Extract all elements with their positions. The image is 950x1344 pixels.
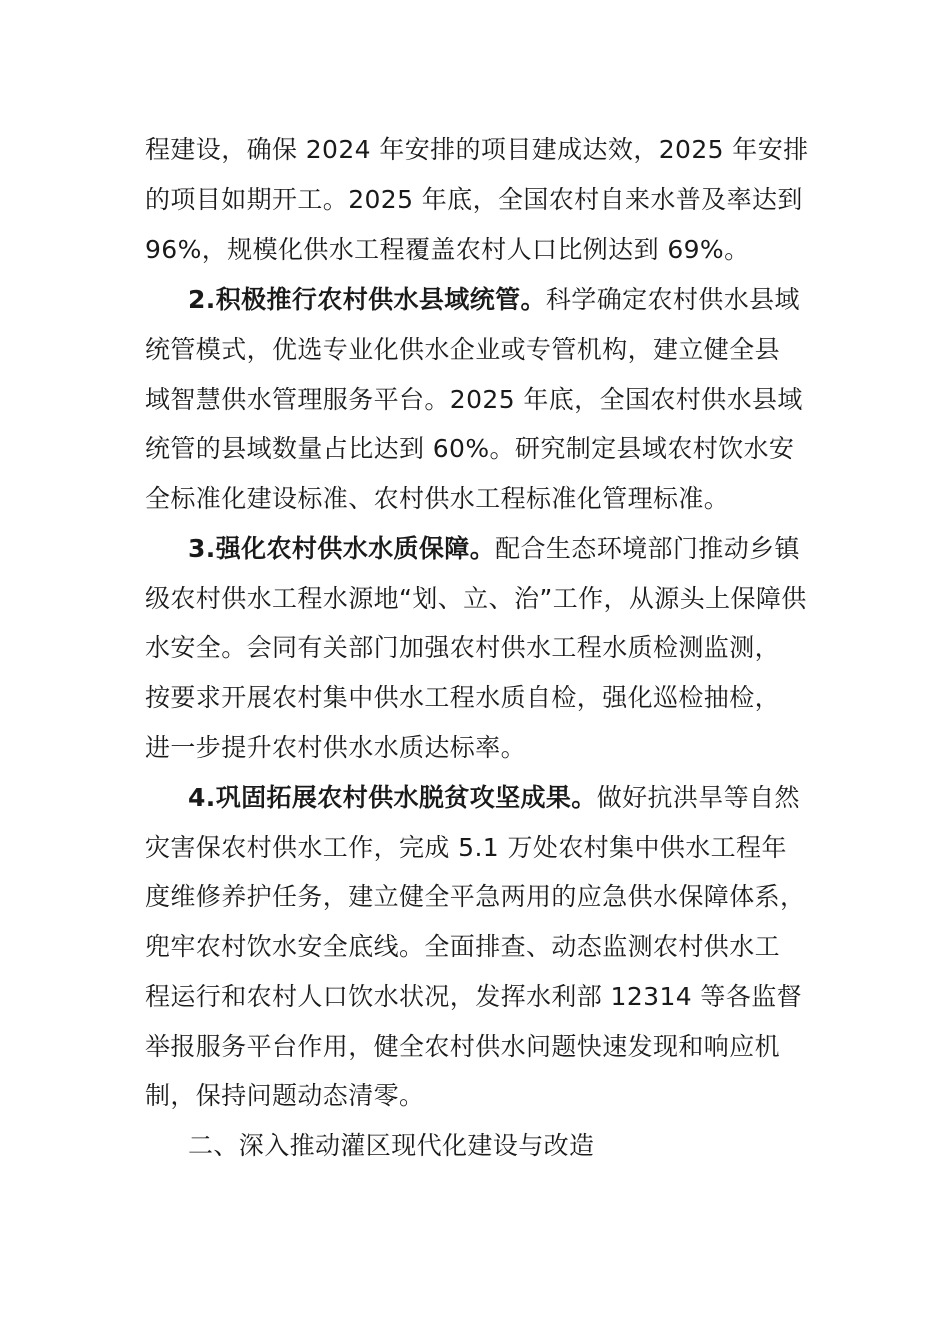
paragraph-2-heading: 2.积极推行农村供水县域统管。 [188, 285, 546, 314]
paragraph-3-line-5: 进一步提升农村供水水质达标率。 [145, 733, 527, 762]
paragraph-4-line-7: 制，保持问题动态清零。 [145, 1081, 425, 1110]
paragraph-4-line-1 [188, 781, 800, 815]
paragraph-2-line-1 [188, 283, 800, 317]
paragraph-1-line-3: 96%，规模化供水工程覆盖农村人口比例达到 69%。 [145, 235, 750, 264]
paragraph-4-line-4: 兜牢农村饮水安全底线。全面排查、动态监测农村供水工 [145, 932, 781, 961]
paragraph-1-line-2: 的项目如期开工。2025 年底，全国农村自来水普及率达到 [145, 185, 803, 214]
paragraph-3-line-1-text: 配合生态环境部门推动乡镇 [495, 534, 800, 563]
paragraph-2-line-5: 全标准化建设标准、农村供水工程标准化管理标准。 [145, 484, 730, 513]
paragraph-3-line-4: 按要求开展农村集中供水工程水质自检，强化巡检抽检， [145, 683, 781, 712]
paragraph-4-line-3: 度维修养护任务，建立健全平急两用的应急供水保障体系， [145, 882, 806, 911]
paragraph-4-heading: 4.巩固拓展农村供水脱贫攻坚成果。 [188, 783, 597, 812]
paragraph-4-line-5: 程运行和农村人口饮水状况，发挥水利部 12314 等各监督 [145, 982, 803, 1011]
paragraph-2-line-2: 统管模式，优选专业化供水企业或专管机构，建立健全县 [145, 335, 781, 364]
paragraph-2-line-4: 统管的县域数量占比达到 60%。研究制定县域农村饮水安 [145, 434, 795, 463]
paragraph-3-line-2: 级农村供水工程水源地“划、立、治”工作，从源头上保障供 [145, 584, 807, 613]
paragraph-3-line-3: 水安全。会同有关部门加强农村供水工程水质检测监测， [145, 633, 781, 662]
section-heading: 二、深入推动灌区现代化建设与改造 [188, 1131, 595, 1160]
paragraph-4-line-1-text: 做好抗洪旱等自然 [596, 783, 800, 812]
paragraph-1-line-1: 程建设，确保 2024 年安排的项目建成达效，2025 年安排 [145, 135, 809, 164]
paragraph-4-line-6: 举报服务平台作用，健全农村供水问题快速发现和响应机 [145, 1032, 781, 1061]
paragraph-4-line-2: 灾害保农村供水工作，完成 5.1 万处农村集中供水工程年 [145, 833, 787, 862]
paragraph-3-line-1 [188, 532, 800, 566]
paragraph-2-line-1-text: 科学确定农村供水县域 [545, 285, 800, 314]
paragraph-3-heading: 3.强化农村供水水质保障。 [188, 534, 496, 563]
paragraph-2-line-3: 域智慧供水管理服务平台。2025 年底，全国农村供水县域 [145, 385, 803, 414]
